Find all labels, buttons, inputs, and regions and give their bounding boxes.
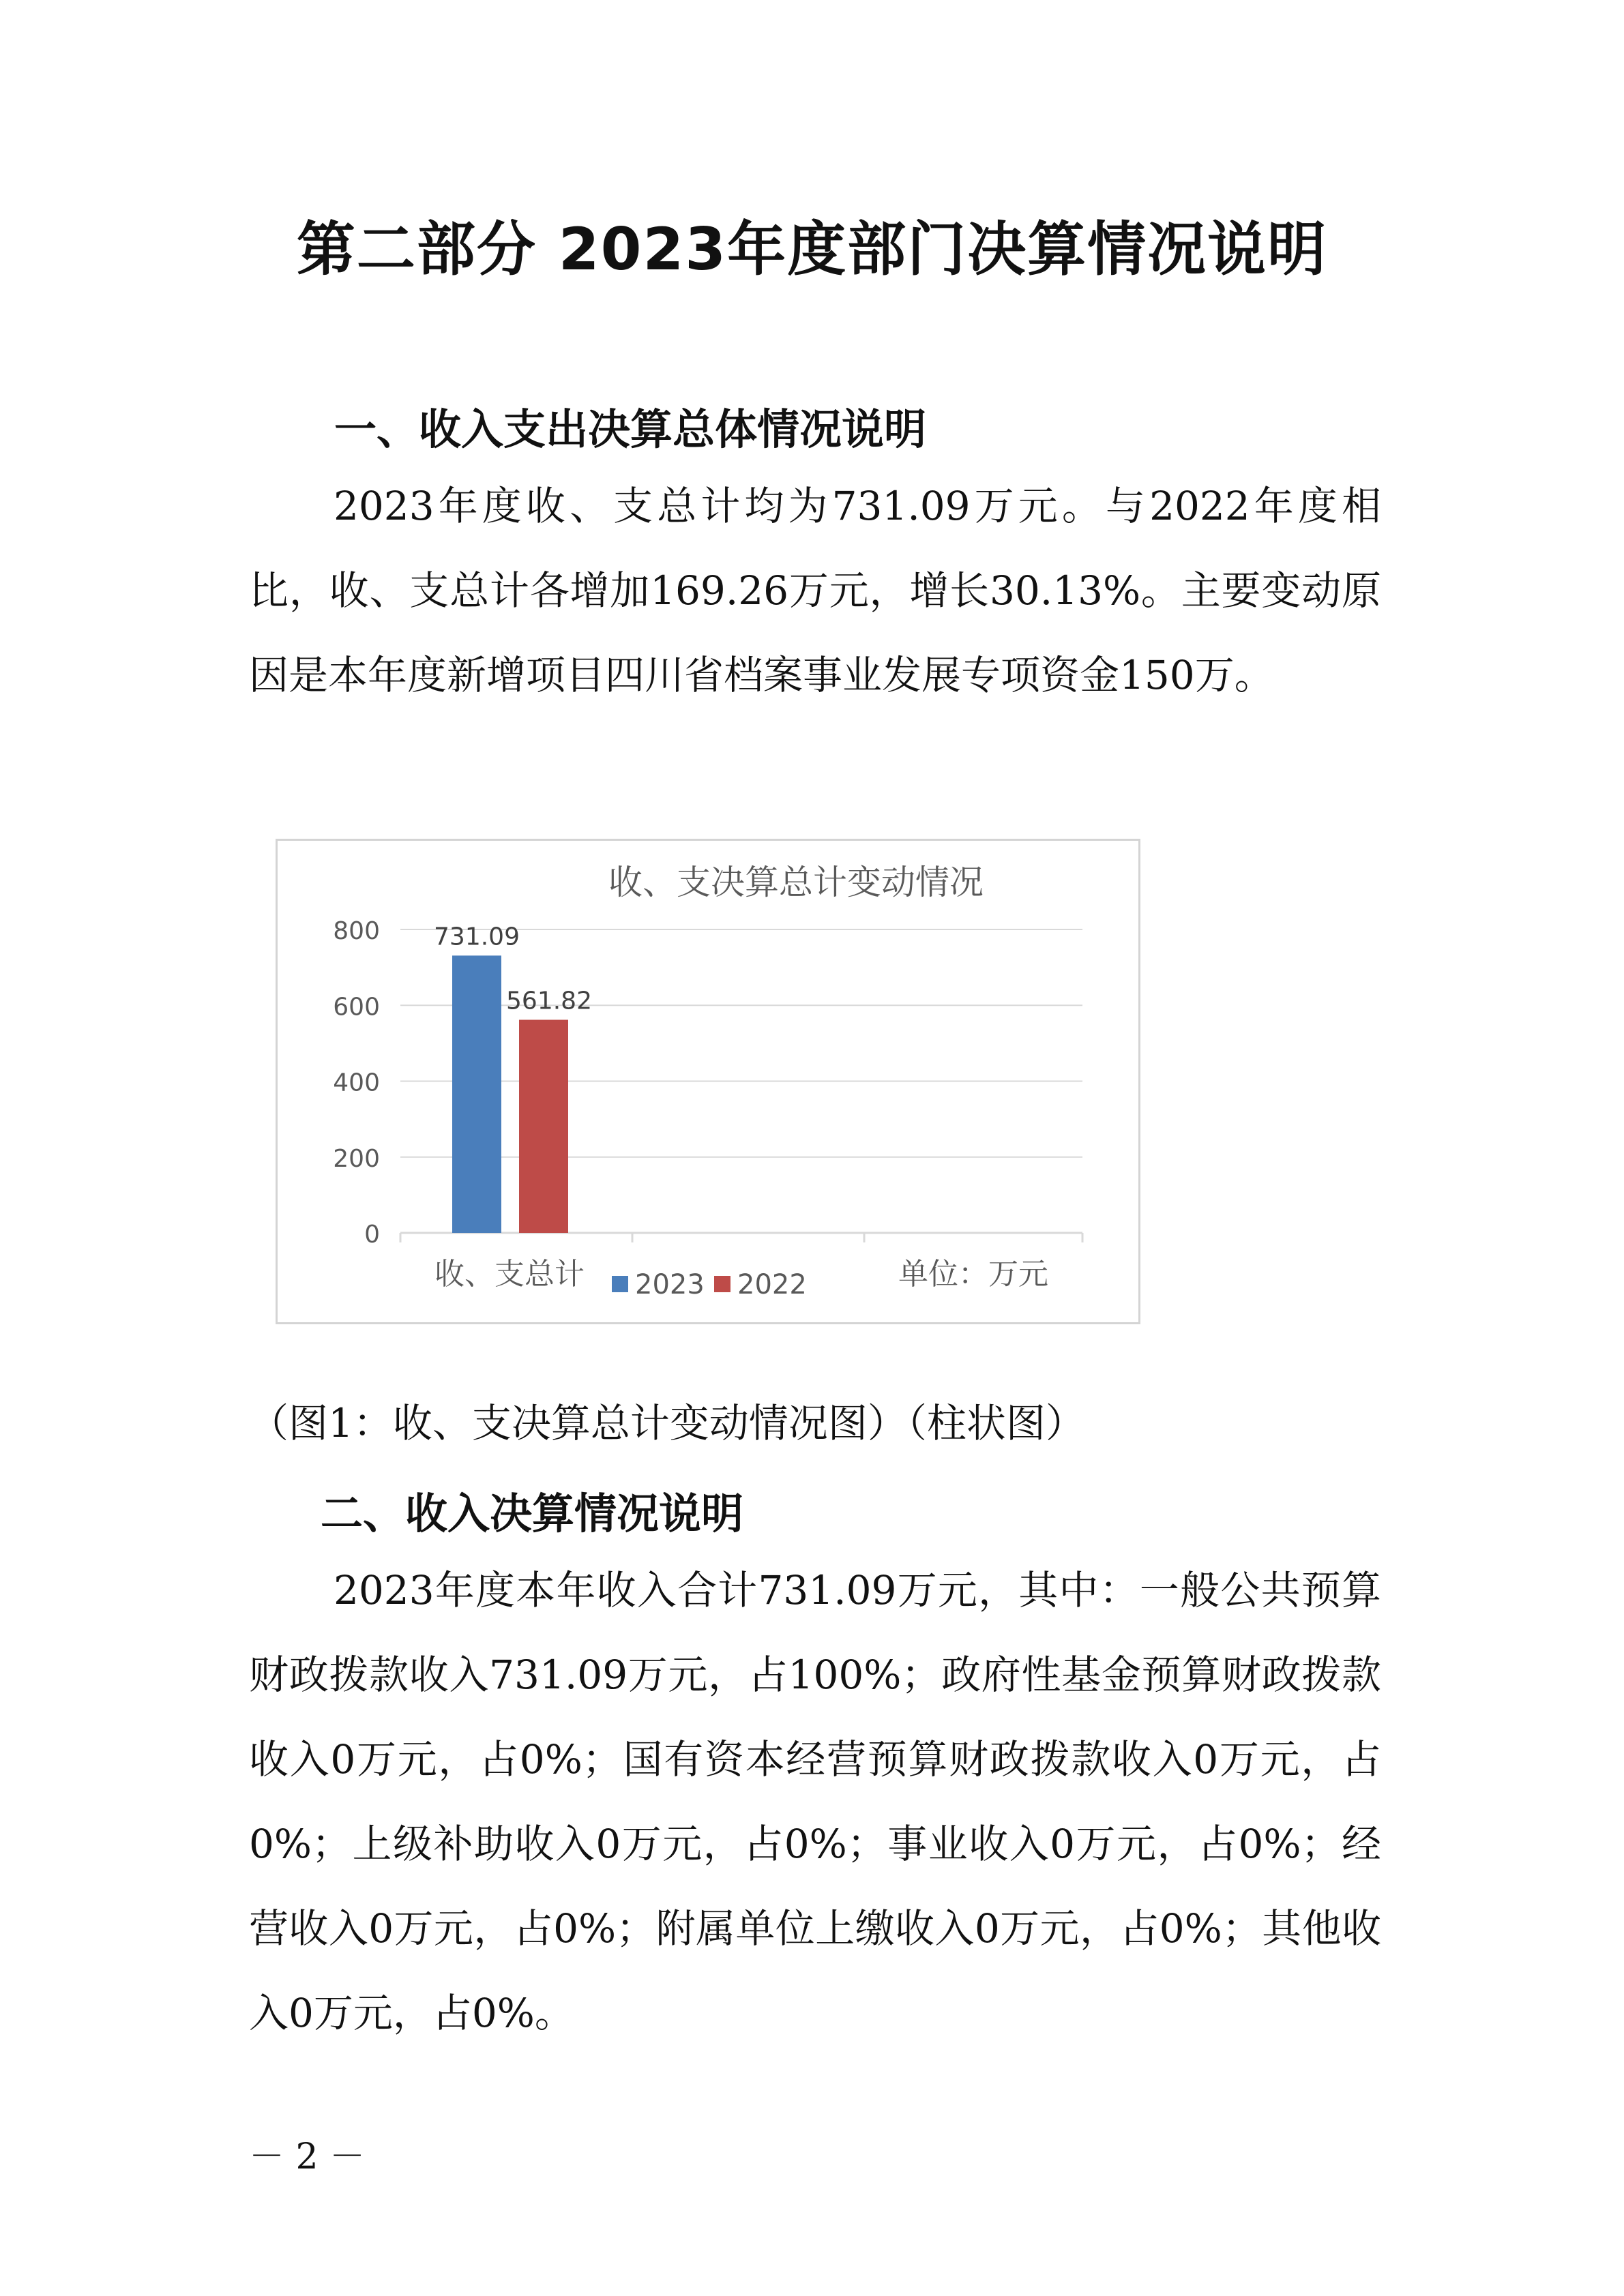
x-category-label: 收、支总计 bbox=[434, 1257, 585, 1292]
section1-paragraph-text: 2023年度收、支总计均为731.09万元。与2022年度相比，收、支总计各增加169.26万元，增长30.13%。主要变动原因是本年度新增项目四川省档案事业发展专项资金150万。 bbox=[249, 483, 1381, 698]
bar-2023 bbox=[452, 955, 501, 1233]
income-expense-bar-chart bbox=[276, 839, 1140, 1324]
page-number: － 2 － bbox=[249, 2136, 366, 2177]
section2-paragraph-text: 2023年度本年收入合计731.09万元，其中：一般公共预算财政拨款收入731.09万元，占100%；政府性基金预算财政拨款收入0万元，占0%；国有资本经营预算财政拨款收入0万元，占0%；上级补助收入0万元，占0%；事业收入0万元，占0%；经营收入0万元，占0%；附属单位上缴收入0万元，占0%；其他收入0万元，占0%。 bbox=[249, 1567, 1381, 2036]
y-tick-label: 200 bbox=[333, 1144, 380, 1173]
y-tick-label: 0 bbox=[364, 1221, 380, 1249]
legend-swatch-2023 bbox=[612, 1276, 628, 1292]
section2-heading: 二、收入决算情况说明 bbox=[321, 1489, 744, 1538]
section2-paragraph bbox=[249, 1548, 1381, 2055]
legend-label-2023: 2023 bbox=[635, 1269, 705, 1300]
section1-heading: 一、收入支出决算总体情况说明 bbox=[334, 404, 927, 454]
data-label-2023: 731.09 bbox=[434, 923, 520, 951]
legend-swatch-2022 bbox=[714, 1276, 730, 1292]
figure1-caption: （图1：收、支决算总计变动情况图）（柱状图） bbox=[249, 1400, 1085, 1446]
chart-svg bbox=[278, 841, 1138, 1322]
chart-title: 收、支决算总计变动情况 bbox=[608, 863, 984, 902]
legend-label-2022: 2022 bbox=[737, 1269, 807, 1300]
y-tick-label: 600 bbox=[333, 993, 380, 1022]
page-title: 第二部分 2023年度部门决算情况说明 bbox=[296, 215, 1328, 284]
unit-note: 单位：万元 bbox=[898, 1257, 1048, 1292]
y-tick-label: 400 bbox=[333, 1069, 380, 1097]
y-tick-label: 800 bbox=[333, 917, 380, 945]
bar-2022 bbox=[519, 1019, 568, 1233]
section1-paragraph bbox=[249, 464, 1381, 717]
data-label-2022: 561.82 bbox=[506, 987, 592, 1015]
